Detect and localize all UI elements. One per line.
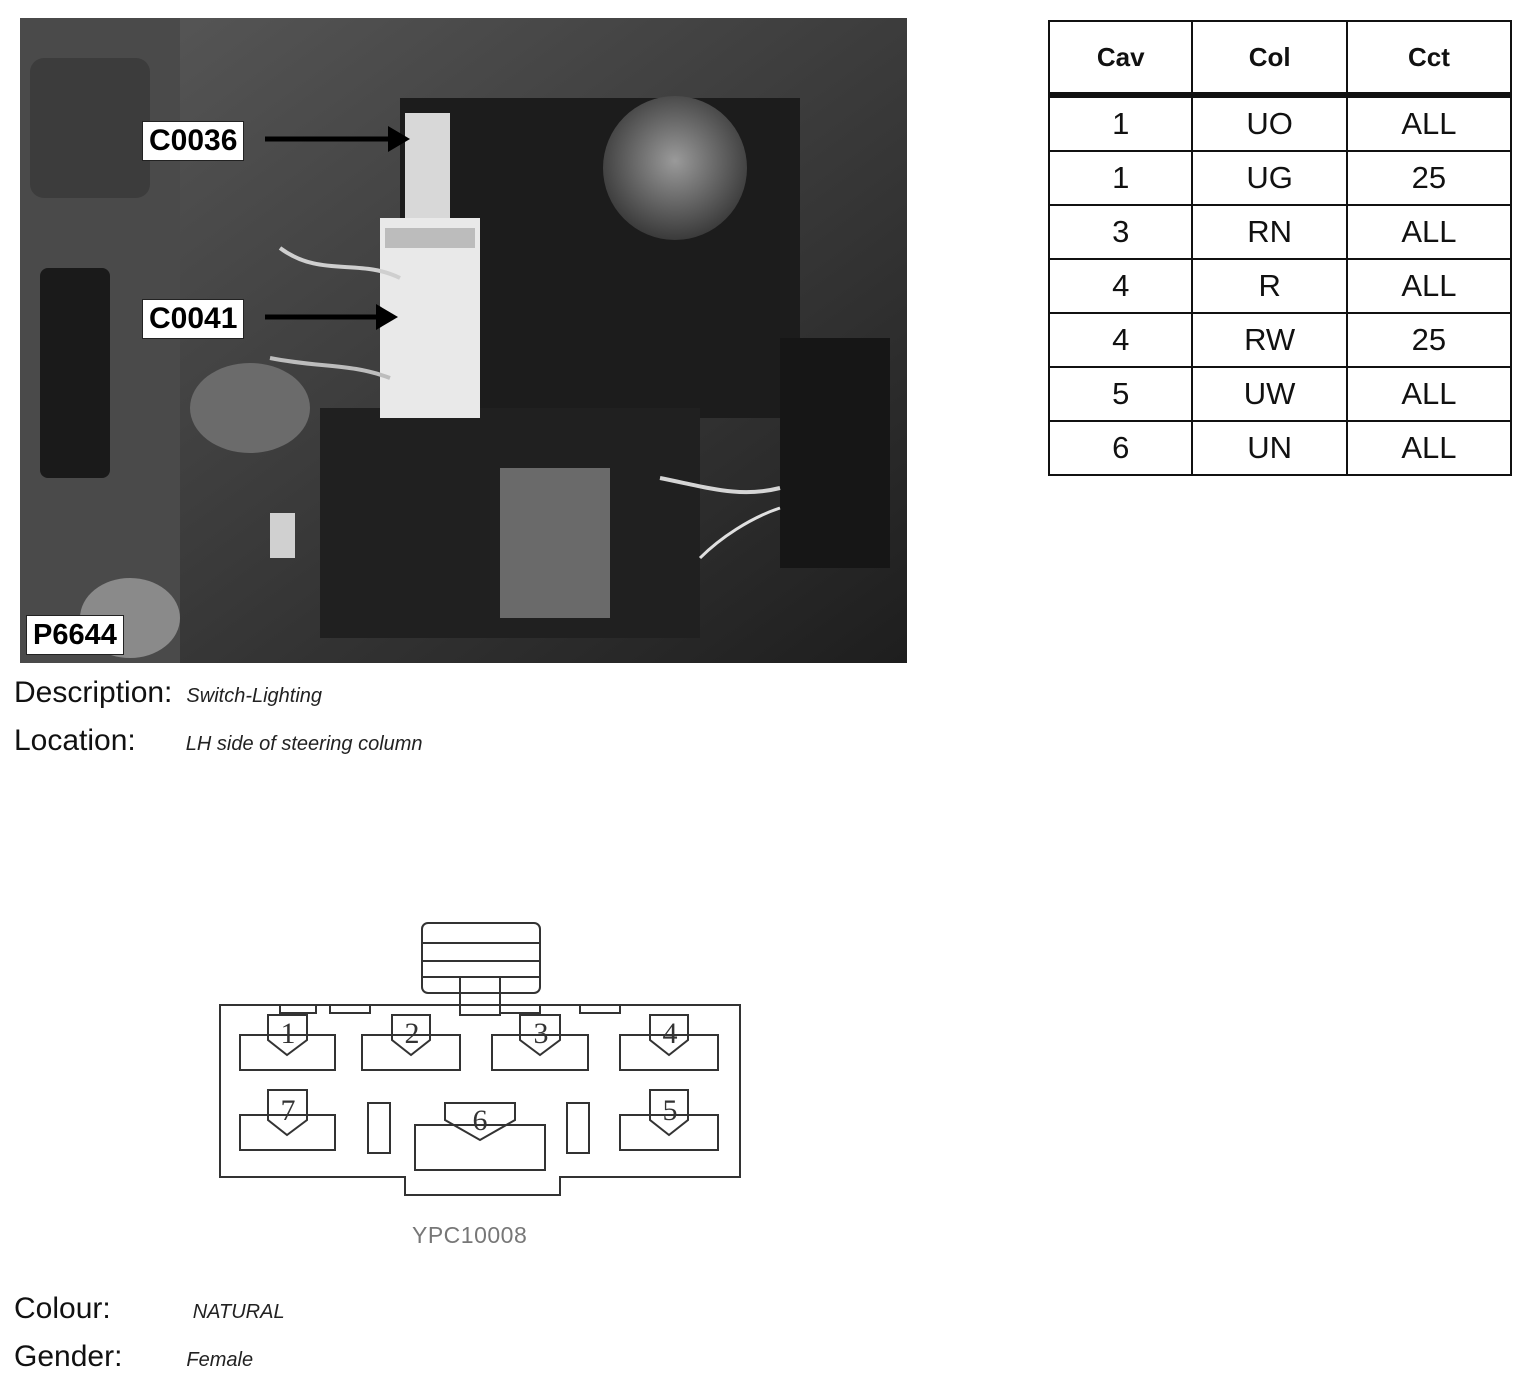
table-row bbox=[1049, 313, 1511, 367]
location-value: LH side of steering column bbox=[185, 733, 423, 755]
cell-cav: 4 bbox=[1049, 313, 1192, 367]
latch-post bbox=[460, 977, 500, 1015]
callout-c0041: C0041 bbox=[142, 299, 244, 339]
table-row bbox=[1049, 205, 1511, 259]
location-row bbox=[14, 724, 423, 758]
gender-value: Female bbox=[186, 1349, 254, 1371]
cell-cct: ALL bbox=[1347, 421, 1511, 475]
photo-illustration bbox=[20, 18, 907, 663]
header-col: Col bbox=[1192, 21, 1346, 95]
cell-cct: 25 bbox=[1347, 151, 1511, 205]
description-row bbox=[14, 676, 322, 710]
table-header-row bbox=[1049, 21, 1511, 95]
cell-cct: 25 bbox=[1347, 313, 1511, 367]
cell-cct: ALL bbox=[1347, 205, 1511, 259]
table-row bbox=[1049, 259, 1511, 313]
cell-cct: ALL bbox=[1347, 259, 1511, 313]
gender-row bbox=[14, 1340, 253, 1374]
cell-col: RW bbox=[1192, 313, 1346, 367]
cell-cav: 3 bbox=[1049, 205, 1192, 259]
connector-location-photo bbox=[20, 18, 907, 663]
pin-label-4: 4 bbox=[662, 1017, 678, 1050]
cell-cav: 1 bbox=[1049, 151, 1192, 205]
header-cct: Cct bbox=[1347, 21, 1511, 95]
pin-label-7: 7 bbox=[280, 1094, 296, 1127]
key-slot-right bbox=[567, 1103, 589, 1153]
description-label: Description: bbox=[14, 676, 173, 709]
gender-label: Gender: bbox=[14, 1340, 123, 1373]
table-row bbox=[1049, 421, 1511, 475]
callout-c0036: C0036 bbox=[142, 121, 244, 161]
pinout-table bbox=[1048, 20, 1512, 476]
cell-cct: ALL bbox=[1347, 95, 1511, 151]
header-cav: Cav bbox=[1049, 21, 1192, 95]
cell-col: UW bbox=[1192, 367, 1346, 421]
cell-cav: 4 bbox=[1049, 259, 1192, 313]
pin-label-1: 1 bbox=[280, 1017, 296, 1050]
colour-label: Colour: bbox=[14, 1292, 111, 1325]
table-row bbox=[1049, 151, 1511, 205]
pin-label-5: 5 bbox=[662, 1094, 678, 1127]
description-value: Switch-Lighting bbox=[186, 685, 323, 707]
pin-label-3: 3 bbox=[533, 1017, 549, 1050]
cell-col: R bbox=[1192, 259, 1346, 313]
colour-value: NATURAL bbox=[192, 1301, 285, 1323]
table-row bbox=[1049, 367, 1511, 421]
pin-label-2: 2 bbox=[404, 1017, 420, 1050]
cell-cav: 1 bbox=[1049, 95, 1192, 151]
table-row bbox=[1049, 95, 1511, 151]
pin-label-6: 6 bbox=[472, 1104, 488, 1137]
photo-id-label: P6644 bbox=[26, 615, 124, 655]
cell-cct: ALL bbox=[1347, 367, 1511, 421]
cell-col: UO bbox=[1192, 95, 1346, 151]
connector-part-number: YPC10008 bbox=[412, 1222, 528, 1248]
latch-tab bbox=[422, 923, 540, 993]
cell-cav: 5 bbox=[1049, 367, 1192, 421]
cell-cav: 6 bbox=[1049, 421, 1192, 475]
colour-row bbox=[14, 1292, 285, 1326]
cell-col: UG bbox=[1192, 151, 1346, 205]
connector-face-diagram bbox=[210, 915, 750, 1215]
location-label: Location: bbox=[14, 724, 136, 757]
cell-col: UN bbox=[1192, 421, 1346, 475]
key-slot-left bbox=[368, 1103, 390, 1153]
cell-col: RN bbox=[1192, 205, 1346, 259]
